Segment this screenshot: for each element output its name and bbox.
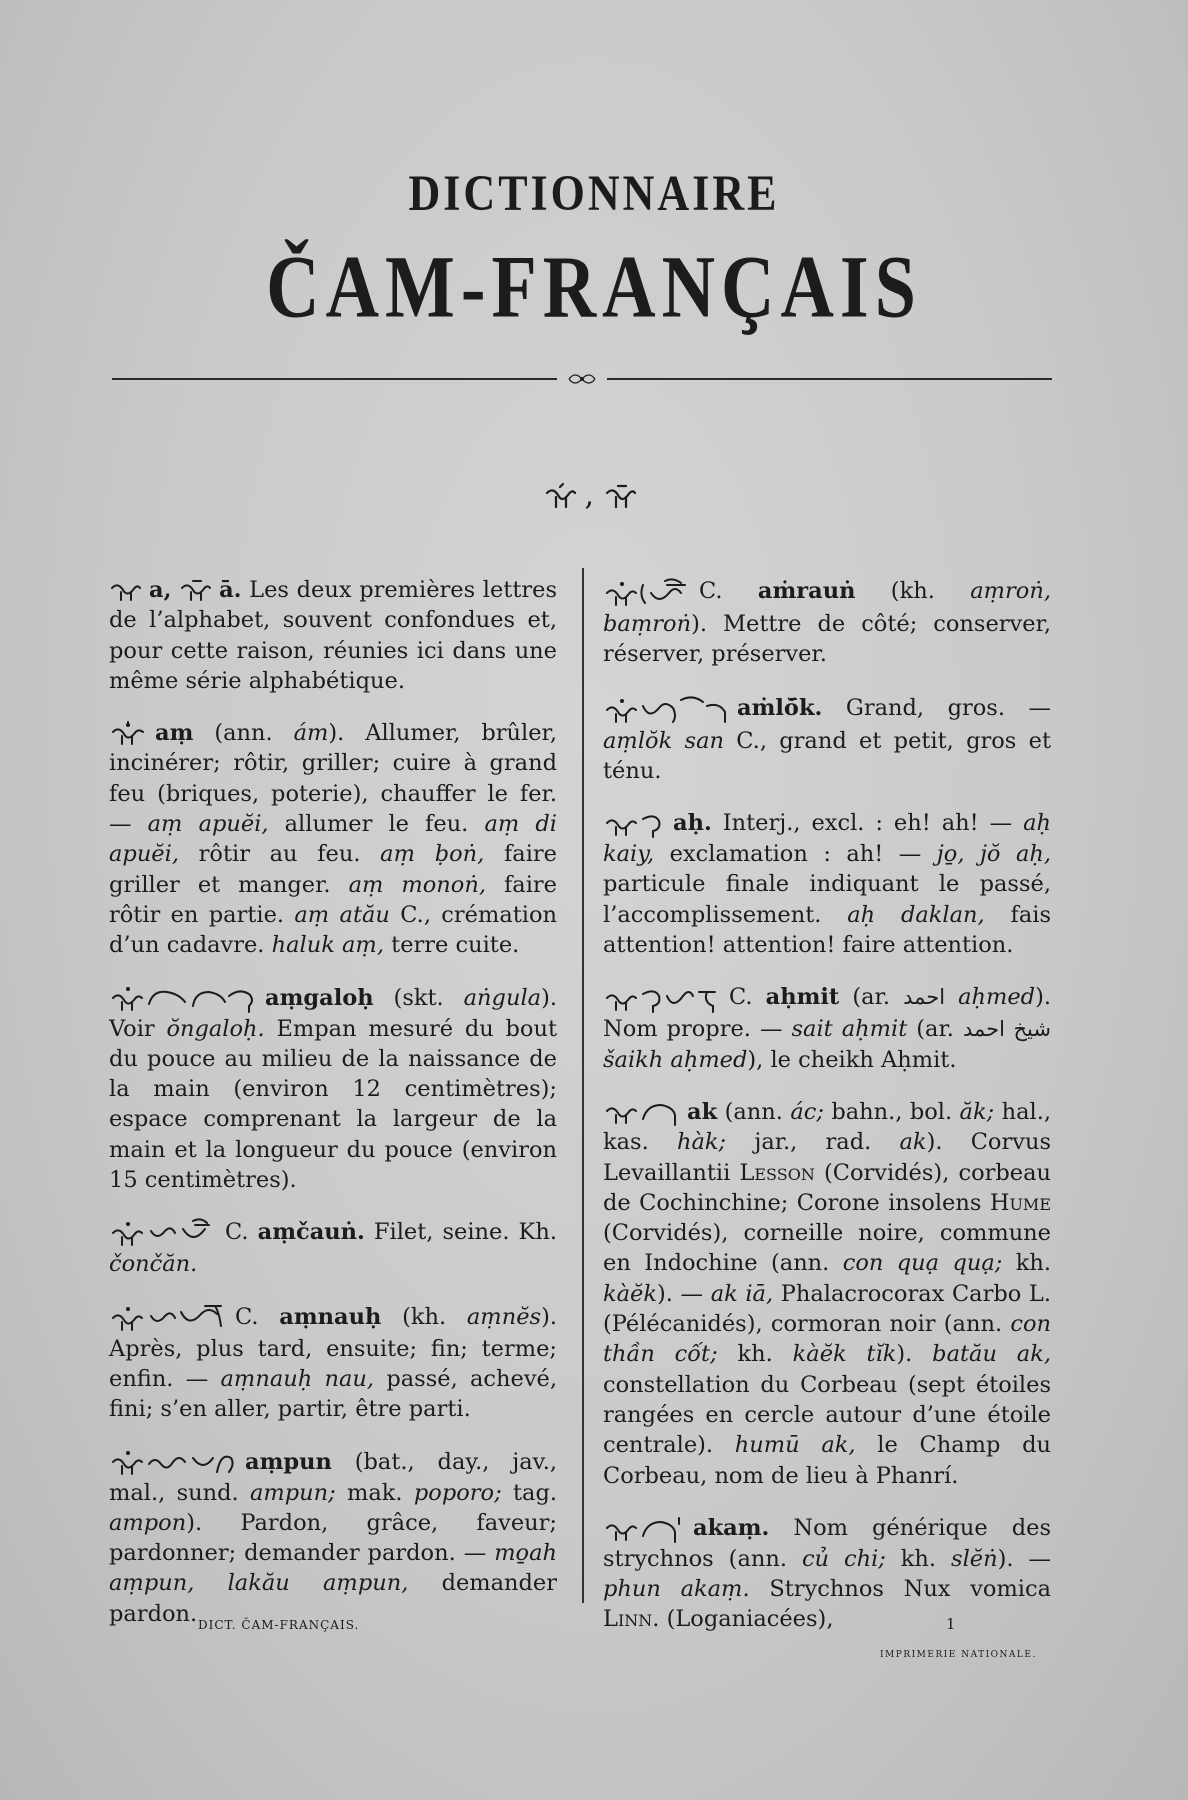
- definition-part: fais attention! attention! faire attention.: [603, 901, 1052, 959]
- definition-italic: con thần cốt;: [603, 1311, 1051, 1368]
- definition-part: kh.: [1002, 1250, 1051, 1277]
- cham-script-icon: [603, 809, 667, 839]
- column-divider: [582, 568, 584, 1603]
- definition-part: demander pardon.: [109, 1570, 557, 1627]
- author-name: Lesson: [739, 1159, 815, 1186]
- definition-italic: šaikh aḥmed: [603, 1046, 748, 1073]
- cham-script-icon: [109, 1448, 239, 1478]
- cham-script-icon: [109, 984, 259, 1014]
- entry-ampun: [109, 1447, 557, 1629]
- headword: aḥmit: [765, 984, 840, 1011]
- definition-part: ). Pardon, grâce, faveur; pardonner; demander pardon. —: [109, 1509, 557, 1567]
- definition-part: ). Après, plus tard, ensuite; fin; terme; enfin. —: [109, 1303, 558, 1392]
- definition-part: (kh.: [855, 578, 971, 604]
- cham-script-icon: [603, 982, 723, 1014]
- headword: aṃ: [155, 720, 194, 747]
- definition-part: (ar.: [907, 1016, 963, 1043]
- entry-amlok: [603, 692, 1051, 787]
- definition-part: passé, achevé, fini; s’en aller, partir, être parti.: [109, 1365, 557, 1423]
- headword: aḥ.: [673, 810, 712, 837]
- definition-italic: củ chi;: [801, 1545, 886, 1572]
- definition-italic: ak: [899, 1129, 927, 1156]
- definition-italic: humū ak,: [734, 1432, 856, 1459]
- definition-part: le Champ du Corbeau, nom de lieu à Phanrí.: [603, 1432, 1051, 1489]
- definition-part: (Loganiacées),: [659, 1606, 834, 1633]
- definition-italic: ŏngaloḥ.: [166, 1015, 265, 1042]
- cham-script-icon: [603, 692, 731, 726]
- cham-letter-aa-icon: [604, 483, 638, 511]
- definition-italic: aṃ di apuĕi,: [109, 811, 557, 868]
- arabic-text: شيخ احمد: [962, 1017, 1051, 1042]
- section-heading: [0, 478, 1188, 513]
- headword: aṁrauṅ: [757, 578, 856, 604]
- arabic-text: احمد: [903, 985, 946, 1010]
- definition-italic: aḥmed: [958, 984, 1036, 1011]
- definition-part: ). Voir: [109, 984, 557, 1042]
- definition-part: ). Corvus Levaillantii: [603, 1129, 1051, 1186]
- definition-italic: poporo;: [413, 1479, 502, 1506]
- definition-italic: phun akaṃ.: [603, 1576, 750, 1603]
- definition-part: mak.: [335, 1479, 414, 1506]
- definition-part: allumer le feu.: [268, 811, 485, 838]
- definition-part: Empan mesuré du bout du pouce au milieu de la naissance de la main (environ 12 centimètres); espace comprenant la largeur de la main et la longueur du pouce (environ 15 centimètres).: [109, 1015, 557, 1194]
- entry-a: [109, 575, 557, 696]
- page-number: 1: [946, 1615, 956, 1633]
- headword: aṁlŏ̄k.: [737, 694, 823, 721]
- entry-amgaloh: [109, 983, 557, 1196]
- cham-script-icon: [179, 579, 213, 603]
- definition-italic: ampon: [109, 1509, 187, 1536]
- definition-part: jar., rad.: [726, 1129, 900, 1156]
- printer-imprint: IMPRIMERIE NATIONALE.: [880, 1650, 1037, 1660]
- definition-italic: slĕṅ: [951, 1545, 998, 1572]
- definition-italic: aṃ atău: [294, 901, 390, 928]
- entry-am: [109, 718, 557, 960]
- definition-part: (ann.: [717, 1098, 791, 1125]
- definition-part: Nom générique des strychnos (ann.: [603, 1514, 1051, 1572]
- definition-italic: con quạ quạ;: [842, 1250, 1003, 1277]
- definition-part: C., grand et petit, gros et ténu.: [603, 727, 1052, 784]
- definition-italic: aṃroṅ, baṃroṅ: [603, 578, 1051, 637]
- headword: aṃpun: [245, 1448, 332, 1475]
- origin-mark: C.: [235, 1303, 280, 1330]
- headword: akaṃ.: [693, 1514, 770, 1541]
- definition-part: Interj., excl. : eh! ah! —: [711, 810, 1024, 837]
- cham-script-icon: [109, 1302, 229, 1334]
- cham-script-icon: [603, 1099, 681, 1127]
- definition-part: ).: [896, 1341, 933, 1368]
- cham-script-icon: [603, 575, 693, 609]
- definition-part: ), le cheikh Aḥmit.: [747, 1046, 957, 1073]
- definition-italic: aḥ daklan,: [847, 901, 985, 928]
- page-title-line2: ČAM-FRANÇAIS: [266, 238, 922, 338]
- definition-part: faire rôtir en partie.: [109, 871, 557, 928]
- headword: ak: [687, 1098, 718, 1125]
- definition-part: (skt.: [373, 984, 464, 1011]
- cham-script-icon: [109, 721, 149, 747]
- origin-mark: C.: [225, 1219, 258, 1246]
- headword: ā.: [219, 577, 242, 603]
- definition-italic: haluk aṃ,: [271, 932, 384, 959]
- definition-italic: kàĕk tĭk: [792, 1341, 897, 1368]
- author-name: Linn.: [603, 1606, 660, 1633]
- headword: aṃgaloḥ: [265, 984, 374, 1011]
- entry-ahmit: [603, 982, 1051, 1075]
- definition-italic: batău ak,: [932, 1341, 1051, 1368]
- author-name: Hume: [989, 1189, 1051, 1216]
- definition-part: faire griller et manger.: [109, 841, 557, 898]
- fleuron-ornament-icon: [567, 369, 597, 389]
- definition-part: (kh.: [381, 1303, 467, 1330]
- definition-italic: kàĕk: [603, 1280, 657, 1307]
- definition-part: constellation du Corbeau (sept étoiles rangées en cercle autour d’une étoile centrale).: [603, 1371, 1051, 1459]
- definition-italic: aṃ apuĕi,: [147, 811, 269, 838]
- definition-part: Filet, seine. Kh.: [364, 1219, 557, 1246]
- definition-part: terre cuite.: [384, 932, 520, 959]
- definition-part: (ann.: [193, 720, 294, 747]
- definition-part: C., crémation d’un cadavre.: [109, 901, 558, 959]
- definition-part: ). Mettre de côté; conserver, réserver, préserver.: [603, 611, 1051, 668]
- entry-ak: [603, 1097, 1051, 1491]
- entry-amraun: [603, 575, 1051, 670]
- definition-italic: ám: [293, 720, 329, 747]
- definition-part: hal., kas.: [603, 1098, 1051, 1156]
- cham-letter-a-icon: [544, 483, 578, 511]
- definition-part: (bat., day., jav., mal., sund.: [109, 1448, 557, 1506]
- definition-part: Phalacrocorax Carbo L. (Pélécanidés), cormoran noir (ann.: [603, 1280, 1051, 1338]
- headword: a,: [149, 577, 172, 603]
- definition-part: bahn., bol.: [823, 1098, 960, 1125]
- definition-italic: aṃnĕs: [466, 1303, 542, 1330]
- title-rule: [112, 373, 1052, 385]
- definition-part: ). —: [657, 1280, 711, 1307]
- definition-part: rôtir au feu.: [178, 841, 381, 868]
- page-title-line1: DICTIONNAIRE: [408, 165, 780, 222]
- definition-part: (ar.: [839, 984, 904, 1011]
- definition-italic: čončăn.: [109, 1251, 198, 1278]
- definition-italic: aḥ kaiy,: [603, 810, 1051, 868]
- definition-part: tag.: [501, 1479, 558, 1506]
- definition-part: kh.: [717, 1341, 793, 1368]
- right-column: [603, 575, 1051, 1657]
- definition-italic: hàk;: [676, 1129, 727, 1156]
- definition-italic: jo̱, jŏ aḥ,: [936, 841, 1052, 868]
- entry-akam: [603, 1513, 1051, 1635]
- definition-italic: ác;: [790, 1098, 824, 1125]
- entry-amcaun: [109, 1217, 557, 1279]
- headword: aṃnauḥ: [279, 1303, 382, 1330]
- footer-signature: DICT. ČAM-FRANÇAIS.: [198, 1618, 360, 1632]
- definition-italic: mo̱ah aṃpun, lakău aṃpun,: [109, 1540, 557, 1597]
- entry-ah: [603, 808, 1051, 960]
- cham-script-icon: [109, 1217, 219, 1249]
- section-heading-separator: ,: [584, 478, 604, 513]
- definition-italic: aṃnauḥ nau,: [220, 1365, 375, 1392]
- cham-script-icon: [603, 1514, 687, 1544]
- definition-italic: aṃ monoṅ,: [348, 871, 486, 898]
- definition-part: ). Allumer, brûler, incinérer; rôtir, griller; cuire à grand feu (briques, poterie), chauffer le fer. —: [109, 720, 557, 838]
- definition-part: (Corvidés), corneille noire, commune en Indochine (ann.: [603, 1220, 1051, 1277]
- definition-italic: aṃ ḅoṅ,: [380, 841, 485, 868]
- definition-italic: ak iā,: [710, 1280, 774, 1307]
- entry-amnauh: [109, 1302, 557, 1425]
- definition-part: exclamation : ah! —: [654, 841, 937, 868]
- definition-part: ). —: [997, 1545, 1051, 1572]
- definition-italic: ampun;: [249, 1479, 336, 1506]
- definition-italic: aṅgula: [463, 984, 542, 1011]
- headword: aṃčauṅ.: [257, 1219, 365, 1246]
- cham-script-icon: [109, 579, 143, 603]
- left-column: [109, 575, 557, 1651]
- definition-italic: aṃlŏk san: [603, 727, 724, 754]
- definition-part: Strychnos Nux vomica: [749, 1576, 1051, 1603]
- definition-part: kh.: [885, 1545, 952, 1572]
- definition-italic: ăk;: [959, 1098, 995, 1125]
- definition-part: Grand, gros. —: [822, 694, 1051, 721]
- definition-italic: sait aḥmit: [791, 1016, 908, 1043]
- origin-mark: C.: [699, 578, 758, 604]
- definition: Les deux premières lettres de l’alphabet, souvent confondues et, pour cette raison, réunies ici dans une même série alphabétique.: [109, 577, 558, 694]
- definition-part: particule finale indiquant le passé, l’accomplissement.: [603, 871, 1051, 928]
- definition-part: (Corvidés), corbeau de Cochinchine; Corone insolens: [603, 1159, 1051, 1216]
- definition-part: ). Nom propre. —: [603, 984, 1052, 1043]
- origin-mark: C.: [729, 984, 766, 1011]
